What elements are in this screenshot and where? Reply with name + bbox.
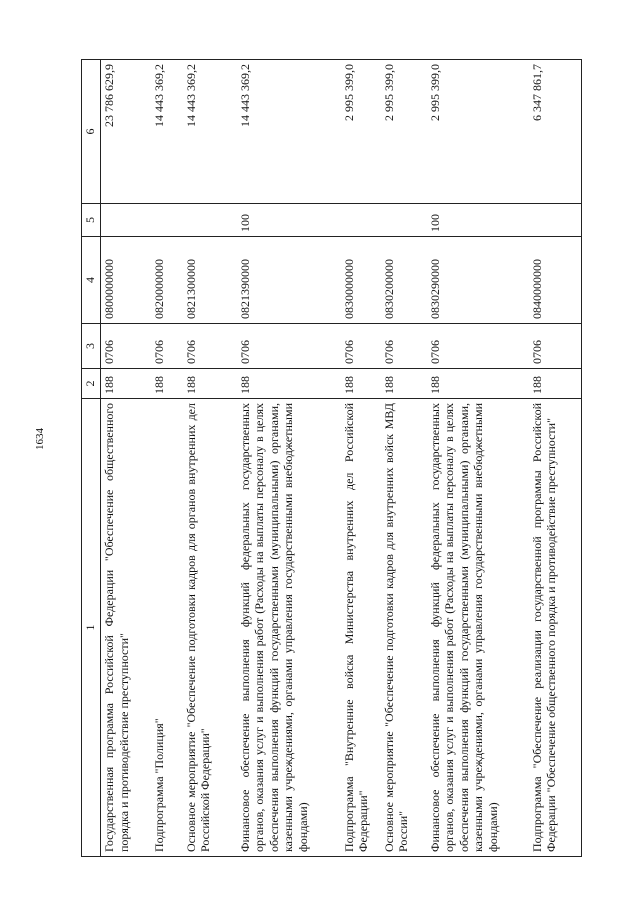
row-admin-code: 188: [529, 369, 582, 399]
row-section-code: 0706: [381, 324, 427, 369]
row-expense-type: 100: [237, 204, 341, 237]
budget-table: [81, 59, 582, 857]
row-admin-code: 188: [381, 369, 427, 399]
row-sum: 14 443 369,2: [183, 60, 237, 204]
column-header-5: 5: [82, 204, 101, 237]
row-name: Подпрограмма "Обеспечение реализации государственной программы Российской Федерации "Обеспечение общественного порядка и противодействие преступности": [529, 399, 582, 857]
row-sum: 14 443 369,2: [151, 60, 183, 204]
row-name: Основное мероприятие "Обеспечение подготовки кадров для органов внутренних дел Российской Федерации": [183, 399, 237, 857]
row-name: Финансовое обеспечение выполнения функций федеральных государственных органов, оказания услуг и выполнения работ (Расходы на выплаты персоналу в целях обеспечения выполнения функций государственными (муниципальными) органами, казенными учреждениями, органами управления государственными внебюджетными фондами): [427, 399, 529, 857]
row-target-code: 0830200000: [381, 237, 427, 324]
row-section-code: 0706: [529, 324, 582, 369]
row-admin-code: 188: [427, 369, 529, 399]
row-expense-type: 100: [427, 204, 529, 237]
row-sum: 2 995 399,0: [427, 60, 529, 204]
table-row: [183, 60, 237, 857]
row-admin-code: 188: [183, 369, 237, 399]
table-row: [341, 60, 381, 857]
row-target-code: 0840000000: [529, 237, 582, 324]
row-expense-type: [151, 204, 183, 237]
row-target-code: 0821300000: [183, 237, 237, 324]
row-target-code: 0800000000: [101, 237, 151, 324]
row-section-code: 0706: [341, 324, 381, 369]
row-section-code: 0706: [427, 324, 529, 369]
row-expense-type: [101, 204, 151, 237]
table-row: [427, 60, 529, 857]
table-row: [101, 60, 151, 857]
row-sum: 2 995 399,0: [381, 60, 427, 204]
row-section-code: 0706: [237, 324, 341, 369]
table-row: [529, 60, 582, 857]
row-name: Основное мероприятие "Обеспечение подготовки кадров для внутренних войск МВД России": [381, 399, 427, 857]
column-header-4: 4: [82, 237, 101, 324]
table-header-row: [82, 60, 101, 857]
row-name: Финансовое обеспечение выполнения функций федеральных государственных органов, оказания услуг и выполнения работ (Расходы на выплаты персоналу в целях обеспечения выполнения функций государственными (муниципальными) органами, казенными учреждениями, органами управления государственными внебюджетными фондами): [237, 399, 341, 857]
row-admin-code: 188: [151, 369, 183, 399]
row-admin-code: 188: [237, 369, 341, 399]
row-name: Подпрограмма "Внутренние войска Министерства внутренних дел Российской Федерации": [341, 399, 381, 857]
row-name: Государственная программа Российской Федерации "Обеспечение общественного порядка и противодействие преступности": [101, 399, 151, 857]
table-row: [151, 60, 183, 857]
row-expense-type: [529, 204, 582, 237]
row-name: Подпрограмма "Полиция": [151, 399, 183, 857]
row-expense-type: [183, 204, 237, 237]
row-admin-code: 188: [101, 369, 151, 399]
row-expense-type: [381, 204, 427, 237]
row-sum: 6 347 861,7: [529, 60, 582, 204]
table-row: [237, 60, 341, 857]
rotated-page-content: [81, 60, 568, 857]
column-header-3: 3: [82, 324, 101, 369]
row-sum: 14 443 369,2: [237, 60, 341, 204]
row-sum: 23 786 629,9: [101, 60, 151, 204]
row-expense-type: [341, 204, 381, 237]
row-section-code: 0706: [151, 324, 183, 369]
row-section-code: 0706: [101, 324, 151, 369]
row-section-code: 0706: [183, 324, 237, 369]
page-number: 1634: [34, 428, 46, 450]
table-row: [381, 60, 427, 857]
row-target-code: 0830290000: [427, 237, 529, 324]
row-target-code: 0820000000: [151, 237, 183, 324]
row-sum: 2 995 399,0: [341, 60, 381, 204]
column-header-6: 6: [82, 60, 101, 204]
column-header-1: 1: [82, 399, 101, 857]
row-target-code: 0830000000: [341, 237, 381, 324]
row-target-code: 0821390000: [237, 237, 341, 324]
row-admin-code: 188: [341, 369, 381, 399]
column-header-2: 2: [82, 369, 101, 399]
